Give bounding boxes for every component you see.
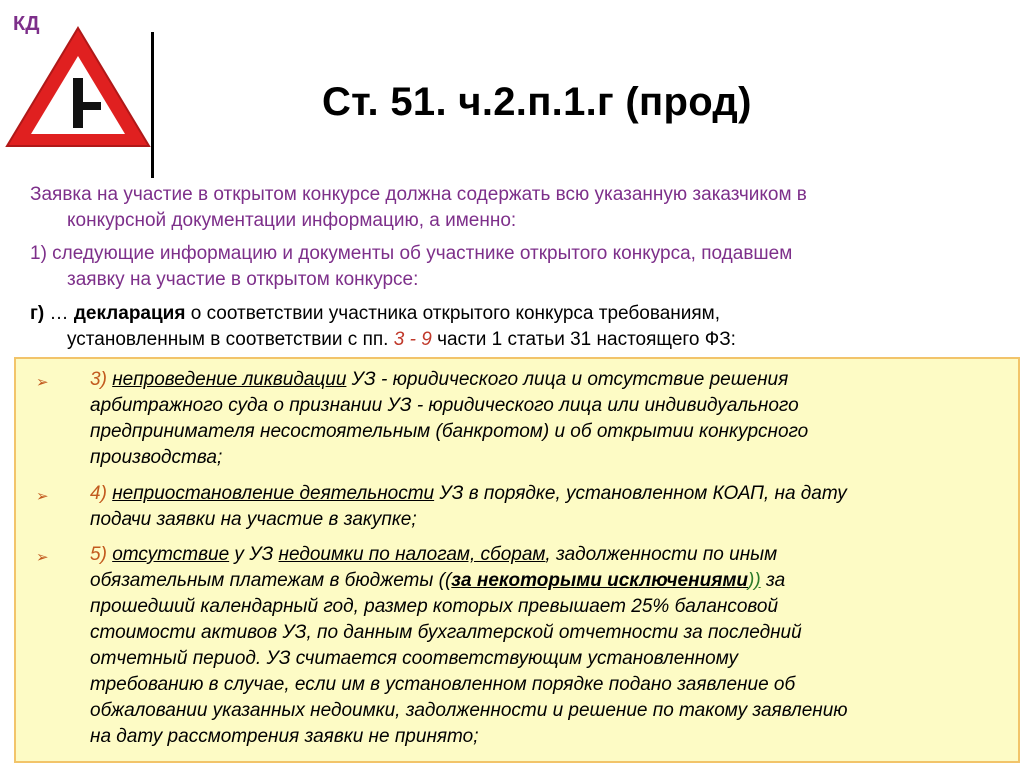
declaration-paragraph [30, 301, 990, 353]
item-text: производства; [90, 447, 223, 468]
clause-1-paragraph [30, 241, 990, 293]
item-text: на дату рассмотрения заявки не принято; [90, 726, 479, 747]
item-text: у УЗ [229, 544, 279, 565]
item-text: обязательным платежам в бюджеты (( [90, 570, 452, 591]
item-text: предпринимателя несостоятельным (банкротом) и об открытии конкурсного [90, 421, 809, 442]
underlined-term: отсутствие [112, 544, 230, 565]
intro-paragraph [30, 182, 990, 234]
item-text: отчетный период. УЗ считается соответствующим установленному [90, 648, 739, 669]
clause-line: заявку на участие в открытом конкурсе: [67, 269, 419, 290]
arrow-bullet-icon: ➢ [36, 488, 49, 505]
divider-line [151, 32, 154, 178]
item-number: 3) [90, 369, 107, 390]
declaration-keyword: декларация [73, 303, 186, 324]
declaration-text: части 1 статьи 31 настоящего ФЗ: [437, 329, 736, 350]
item-number: 5) [90, 544, 107, 565]
item-text: арбитражного суда о признании УЗ - юридического лица или индивидуального [90, 395, 799, 416]
intro-line: Заявка на участие в открытом конкурсе должна содержать всю указанную заказчиком в [30, 184, 807, 205]
underlined-term: непроведение ликвидации [112, 369, 347, 390]
underlined-term: недоимки по налогам, сборам [278, 544, 546, 565]
item-number: 4) [90, 483, 107, 504]
item-text: требованию в случае, если им в установленном порядке подано заявление об [90, 674, 796, 695]
intro-line: конкурсной документации информацию, а именно: [67, 210, 517, 231]
item-text: прошедший календарный год, размер которых превышает 25% балансовой [90, 596, 779, 617]
item-text: обжаловании указанных недоимки, задолженности и решение по такому заявлению [90, 700, 848, 721]
list-item [36, 481, 976, 533]
road-sign-icon [3, 22, 153, 152]
clause-line: 1) следующие информацию и документы об участнике открытого конкурса, подавшем [30, 243, 793, 264]
section-badge: КД [13, 13, 40, 35]
list-item [36, 542, 976, 750]
range-start: 3 [393, 329, 405, 350]
range-dash: - [409, 329, 416, 350]
declaration-text: о соответствии участника открытого конкурса требованиям, [190, 303, 721, 324]
item-text: , задолженности по иным [545, 544, 778, 565]
underlined-term: неприостановление деятельности [112, 483, 435, 504]
ellipsis: … [49, 303, 69, 324]
item-text: подачи заявки на участие в закупке; [90, 509, 417, 530]
item-text: стоимости активов УЗ, по данным бухгалтерской отчетности за последний [90, 622, 802, 643]
slide-title: Ст. 51. ч.2.п.1.г (прод) [322, 80, 752, 124]
clause-letter: г) [30, 303, 45, 324]
item-text: УЗ - юридического лица и отсутствие решения [346, 369, 789, 390]
arrow-bullet-icon: ➢ [36, 549, 49, 566]
range-end: 9 [421, 329, 432, 350]
item-text: УЗ в порядке, установленном КОАП, на дату [434, 483, 847, 504]
declaration-text: установленным в соответствии с пп. [67, 329, 389, 350]
list-item [36, 367, 976, 471]
closing-brackets: )) [748, 570, 761, 591]
exceptions-link[interactable]: за некоторыми исключениями [451, 570, 749, 591]
item-text: за [760, 570, 786, 591]
arrow-bullet-icon: ➢ [36, 374, 49, 391]
